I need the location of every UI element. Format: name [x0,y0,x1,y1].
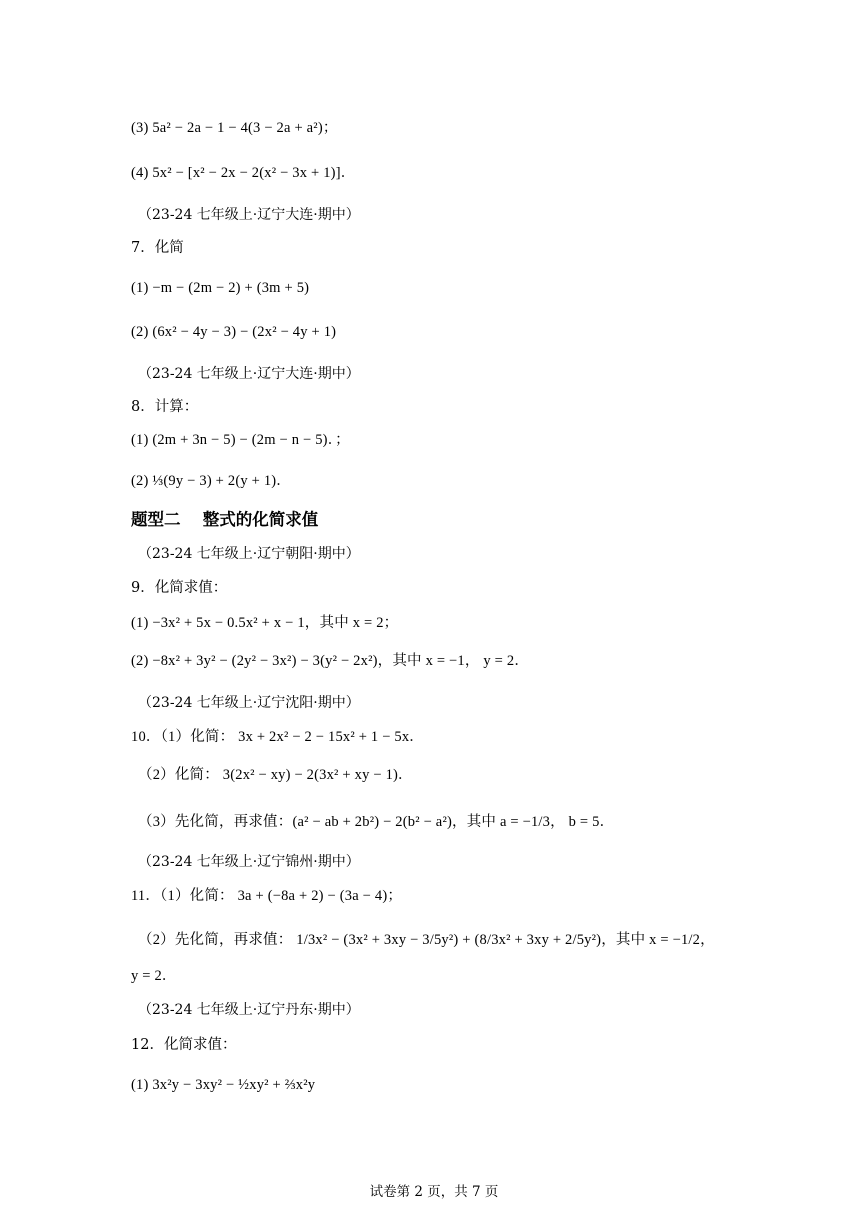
problem-7-1: (1) −m − (2m − 2) + (3m + 5) [131,280,310,296]
source-note: （23-24 七年级上·辽宁丹东·期中） [138,1002,360,1018]
source-note: （23-24 七年级上·辽宁朝阳·期中） [138,546,360,562]
question-7: 7．化简 [131,240,184,256]
problem-11-2: （2）先化简，再求值： 1/3x² − (3x² + 3xy − 3/5y²) + (8/3x² + 3xy + 2/5y²)，其中 x = −1/2， [138,932,715,948]
question-10-1: 10．（1）化简： 3x + 2x² − 2 − 15x² + 1 − 5x． [131,729,425,745]
problem-11-2-cont: y = 2． [131,968,177,984]
source-note: （23-24 七年级上·辽宁大连·期中） [138,207,360,223]
problem-9-1: (1) −3x² + 5x − 0.5x² + x − 1，其中 x = 2； [131,615,399,631]
section-heading: 题型二 整式的化简求值 [131,510,319,529]
problem-10-3: （3）先化简，再求值：(a² − ab + 2b²) − 2(b² − a²)，其中 a = −1/3， b = 5． [138,814,615,830]
source-note: （23-24 七年级上·辽宁锦州·期中） [138,854,360,870]
problem-8-2: (2) ⅓(9y − 3) + 2(y + 1)． [131,473,292,489]
problem-8-1: (1) (2m + 3n − 5) − (2m − n − 5)．； [131,432,350,448]
question-8: 8．计算： [131,399,199,415]
question-11-1: 11．（1）化简： 3a + (−8a + 2) − (3a − 4)； [131,888,403,904]
problem-6-4: (4) 5x² − [x² − 2x − 2(x² − 3x + 1)]． [131,165,356,181]
question-12: 12．化简求值： [131,1037,237,1053]
source-note: （23-24 七年级上·辽宁大连·期中） [138,366,360,382]
problem-7-2: (2) (6x² − 4y − 3) − (2x² − 4y + 1) [131,324,337,340]
source-note: （23-24 七年级上·辽宁沈阳·期中） [138,695,360,711]
problem-10-2: （2）化简： 3(2x² − xy) − 2(3x² + xy − 1)． [138,767,413,783]
problem-9-2: (2) −8x² + 3y² − (2y² − 3x²) − 3(y² − 2x²)，其中 x = −1， y = 2． [131,653,530,669]
page-footer: 试卷第 2 页，共 7 页 [369,1184,499,1200]
problem-12-1: (1) 3x²y − 3xy² − ½xy² + ⅔x²y [131,1077,316,1093]
problem-6-3: (3) 5a² − 2a − 1 − 4(3 − 2a + a²)； [131,120,338,136]
question-9: 9．化简求值： [131,580,228,596]
